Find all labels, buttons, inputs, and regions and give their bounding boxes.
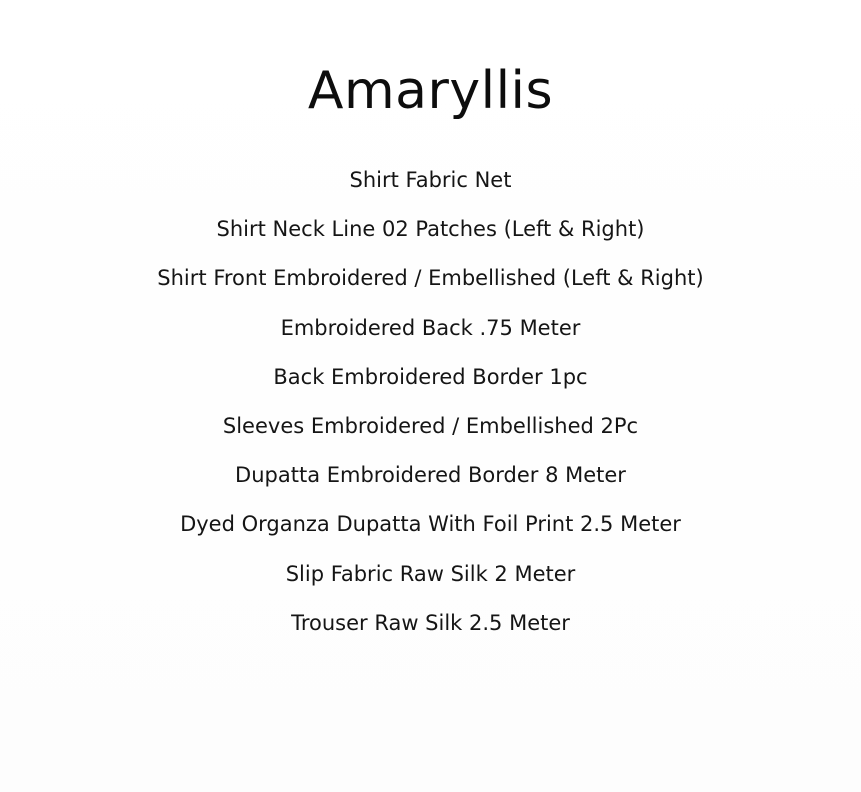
- list-item: Back Embroidered Border 1pc: [273, 364, 588, 389]
- list-item: Embroidered Back .75 Meter: [280, 315, 581, 340]
- list-item: Shirt Front Embroidered / Embellished (Left & Right): [157, 266, 704, 291]
- product-title: Amaryllis: [307, 60, 554, 121]
- list-item: Dyed Organza Dupatta With Foil Print 2.5 Meter: [180, 512, 681, 537]
- list-item: Trouser Raw Silk 2.5 Meter: [291, 610, 570, 635]
- fabric-details-list: [0, 156, 861, 648]
- list-item: Shirt Neck Line 02 Patches (Left & Right): [216, 217, 645, 242]
- list-item: Slip Fabric Raw Silk 2 Meter: [285, 561, 576, 586]
- list-item: Sleeves Embroidered / Embellished 2Pc: [222, 413, 639, 438]
- list-item: Dupatta Embroidered Border 8 Meter: [235, 463, 626, 488]
- list-item: Shirt Fabric Net: [349, 168, 512, 192]
